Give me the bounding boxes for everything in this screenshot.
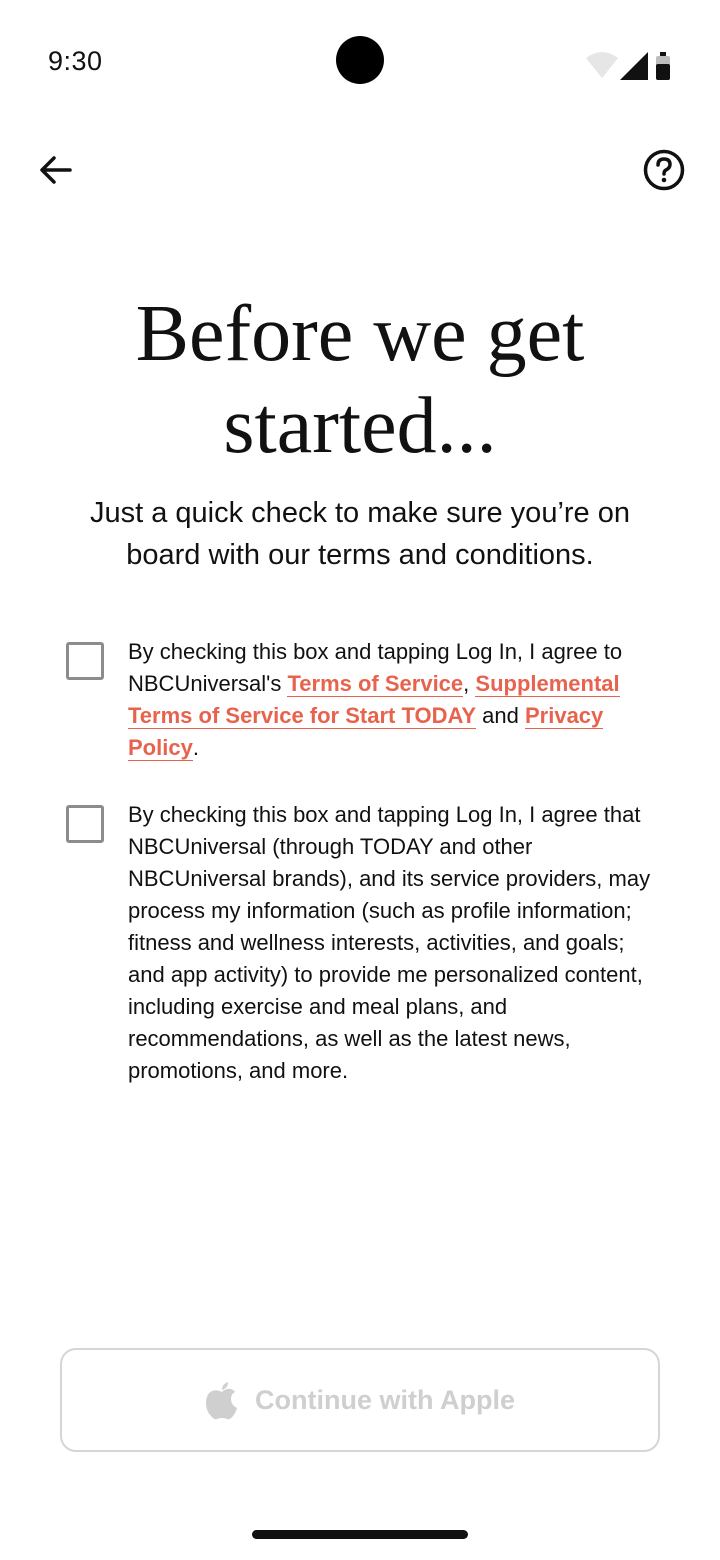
continue-with-apple-button[interactable] — [60, 1348, 660, 1452]
terms-of-service-link[interactable]: Terms of Service — [287, 671, 464, 696]
page-title-line1: Before we get — [135, 290, 585, 378]
continue-with-apple-label: Continue with Apple — [255, 1384, 515, 1415]
back-button[interactable] — [30, 144, 82, 196]
battery-icon — [656, 52, 670, 80]
page-subtitle: Just a quick check to make sure you’re on board with our terms and conditions. — [90, 497, 630, 571]
privacy-policy-link[interactable]: Privacy Policy — [128, 703, 604, 760]
terms-text-after: . — [192, 735, 199, 760]
status-bar — [0, 0, 720, 120]
terms-checkbox[interactable] — [66, 642, 104, 680]
page-title-line2: started... — [223, 382, 497, 470]
help-button[interactable] — [638, 144, 690, 196]
arrow-left-icon — [36, 150, 76, 190]
data-processing-checkbox[interactable] — [66, 805, 104, 843]
top-nav — [0, 130, 720, 210]
status-time: 9:30 — [48, 46, 103, 76]
question-circle-icon — [642, 148, 686, 192]
status-icons — [584, 50, 680, 82]
terms-separator-2: and — [476, 703, 525, 728]
wifi-icon — [586, 52, 618, 78]
supplemental-terms-link[interactable]: Supplemental Terms of Service for Start TODAY — [128, 671, 620, 728]
data-processing-consent-text: By checking this box and tapping Log In, I agree that NBCUniversal (through TODAY and other NBCUniversal brands), and its service providers, may process my information (such as profile information; fitness and wellness interests, activities, and goals; and app activity) to provide me personalized content, including exercise and meal plans, and recommendations, as well as the latest news, promotions, and more. — [128, 802, 651, 1083]
camera-cutout — [336, 36, 384, 84]
terms-separator-1: , — [463, 671, 476, 696]
home-indicator[interactable] — [252, 1530, 468, 1539]
terms-consent-text — [128, 636, 664, 764]
apple-logo-icon — [205, 1380, 239, 1420]
page-title — [40, 288, 680, 472]
terms-text-before: By checking this box and tapping Log In, I agree to NBCUniversal's — [128, 639, 623, 696]
signal-icon — [620, 52, 648, 80]
